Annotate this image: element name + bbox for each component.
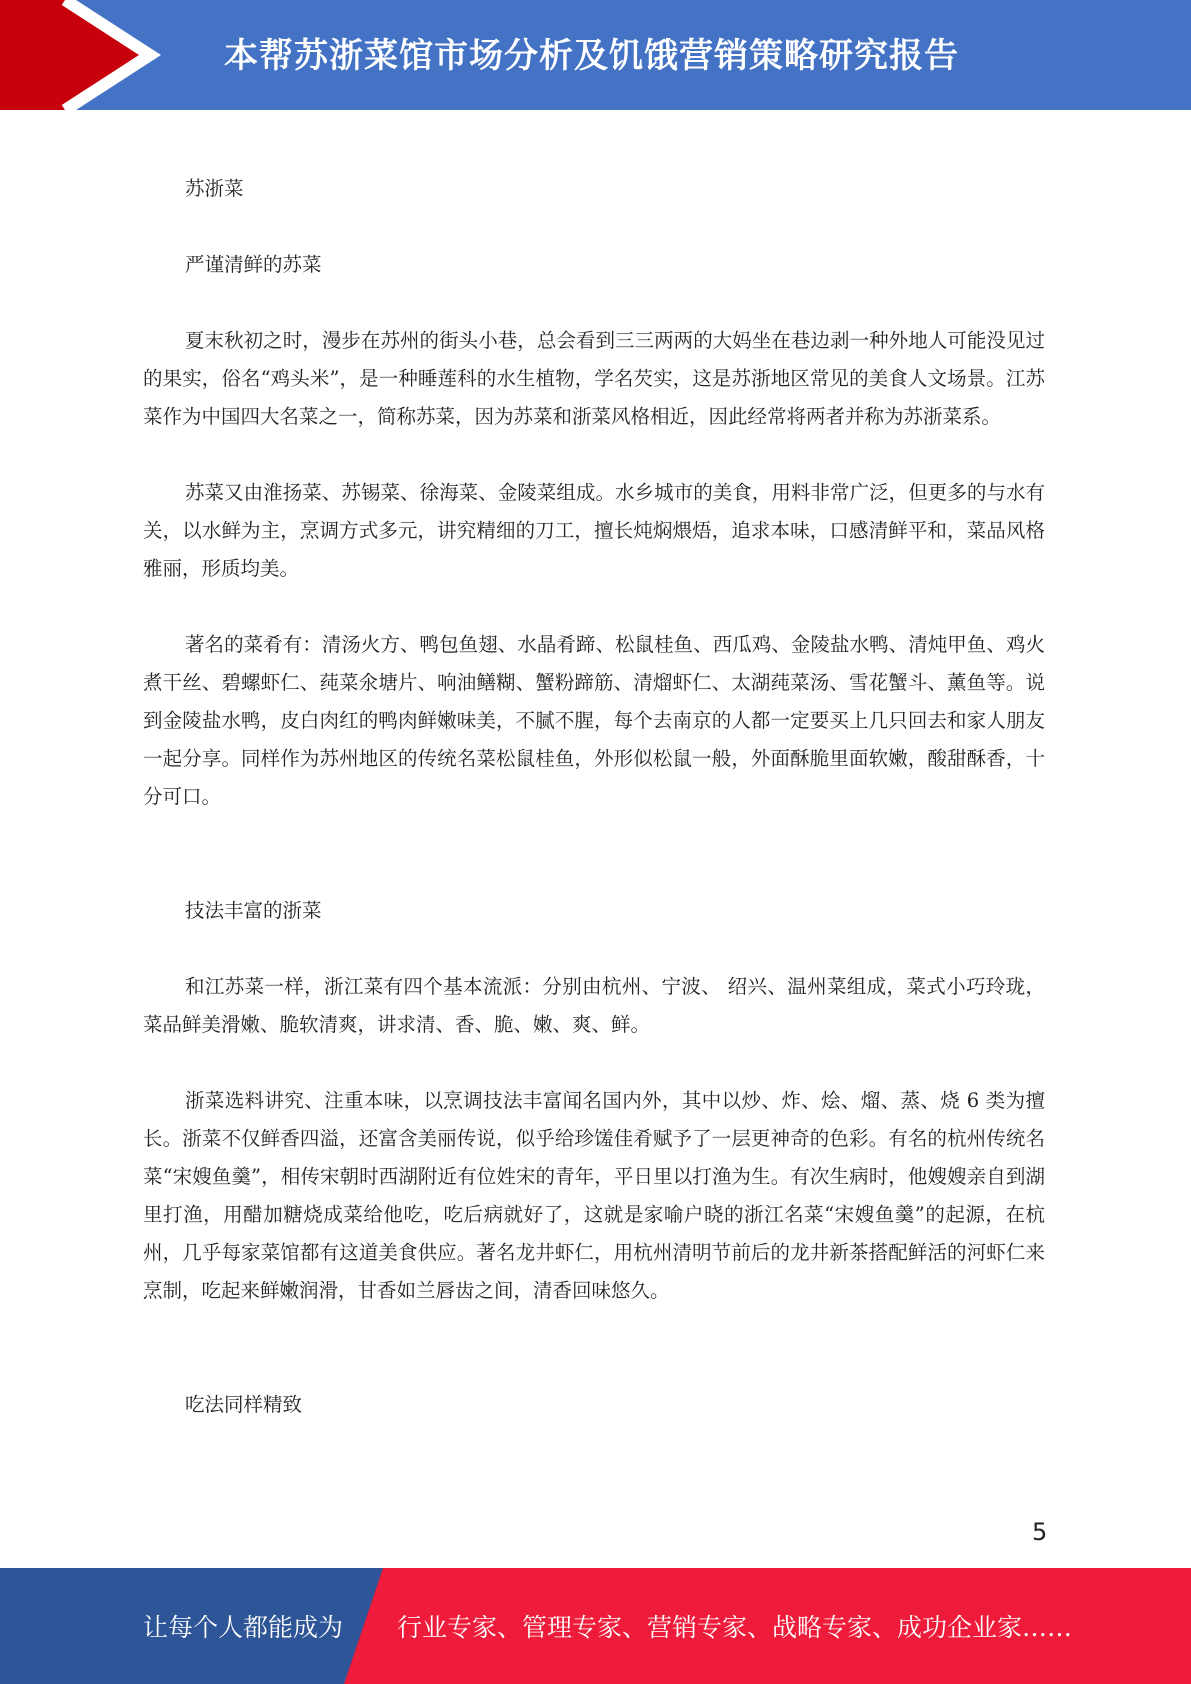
section-heading-suzhe: 苏浙菜: [185, 177, 244, 200]
paragraph-famous-dishes: 著名的菜肴有：清汤火方、鸭包鱼翅、水晶肴蹄、松鼠桂鱼、西瓜鸡、金陵盐水鸭、清炖甲鱼、鸡火煮干丝、碧螺虾仁、莼菜氽塘片、响油鳝糊、蟹粉蹄筋、清熘虾仁、太湖莼菜汤、雪花蟹斗、薰鱼等。说到金陵盐水鸭，皮白肉红的鸭肉鲜嫩味美，不腻不腥，每个去南京的人都一定要买上几只回去和家人朋友一起分享。同样作为苏州地区的传统名菜松鼠桂鱼，外形似松鼠一般，外面酥脆里面软嫩，酸甜酥香，十分可口。: [143, 633, 1045, 808]
paragraph-sucai-composition: 苏菜又由淮扬菜、苏锡菜、徐海菜、金陵菜组成。水乡城市的美食，用料非常广泛，但更多的与水有关，以水鲜为主，烹调方式多元，讲究精细的刀工，擅长炖焖煨焐，追求本味，口感清鲜平和，菜品风格雅丽，形质均美。: [143, 481, 1045, 580]
section-heading-sucai: 严谨清鲜的苏菜: [185, 253, 322, 276]
page-header: [0, 0, 1191, 110]
paragraph-zhecai-schools: 和江苏菜一样，浙江菜有四个基本流派：分别由杭州、宁波、 绍兴、温州菜组成，菜式小巧玲珑，菜品鲜美滑嫩、脆软清爽，讲求清、香、脆、嫩、爽、鲜。: [143, 975, 1045, 1036]
section-heading-zhecai: 技法丰富的浙菜: [185, 899, 322, 922]
report-title: 本帮苏浙菜馆市场分析及饥饿营销策略研究报告: [224, 36, 959, 76]
document-body: [143, 170, 1045, 1424]
page-footer: [0, 1568, 1191, 1684]
paragraph-zhecai-techniques: 浙菜选料讲究、注重本味，以烹调技法丰富闻名国内外，其中以炒、炸、烩、熘、蒸、烧 6 类为擅长。浙菜不仅鲜香四溢，还富含美丽传说，似乎给珍馐佳肴赋予了一层更神奇的色彩。有名的杭州传统名菜“宋嫂鱼羹”，相传宋朝时西湖附近有位姓宋的青年，平日里以打渔为生。有次生病时，他嫂嫂亲自到湖里打渔，用醋加糖烧成菜给他吃，吃后病就好了，这就是家喻户晓的浙江名菜“宋嫂鱼羹”的起源，在杭州，几乎每家菜馆都有这道美食供应。著名龙井虾仁，用杭州清明节前后的龙井新茶搭配鲜活的河虾仁来烹制，吃起来鲜嫩润滑，甘香如兰唇齿之间，清香回味悠久。: [143, 1089, 1045, 1302]
page-number: 5: [1032, 1518, 1048, 1546]
footer-slogan-right: 行业专家、管理专家、营销专家、战略专家、成功企业家……: [397, 1613, 1073, 1642]
section-heading-eating: 吃法同样精致: [185, 1393, 303, 1416]
paragraph-intro: 夏末秋初之时，漫步在苏州的街头小巷，总会看到三三两两的大妈坐在巷边剥一种外地人可能没见过的果实，俗名“鸡头米”，是一种睡莲科的水生植物，学名芡实，这是苏浙地区常见的美食人文场景。江苏菜作为中国四大名菜之一，简称苏菜，因为苏菜和浙菜风格相近，因此经常将两者并称为苏浙菜系。: [143, 329, 1045, 428]
footer-slogan-left: 让每个人都能成为: [143, 1613, 344, 1642]
